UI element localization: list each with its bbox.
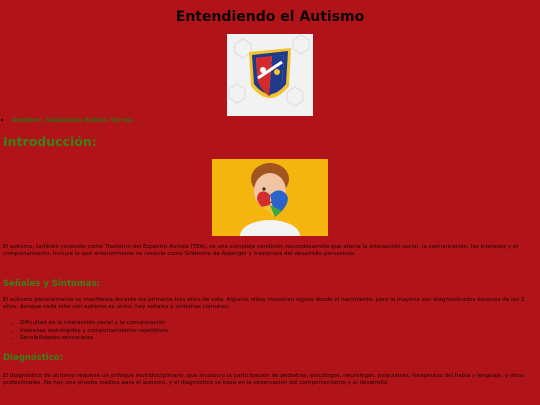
list-item: • Dificultad en la interacción social y la comunicación [20, 320, 168, 328]
intro-paragraph: El autismo, también conocido como Trastorno del Espectro Autista (TEA), es una compleja condición neurodesarrollo que afecta la interacción social, la comunicación, los intereses y el comportamiento. Incluye lo que anteriormente se conocía como Síndrome de Asperger y trastornos del desarrollo pervasivos. [3, 244, 518, 258]
diagnosis-heading: Diagnóstico: [3, 353, 63, 363]
author-name: • Nombre: Sebastián Rubén Torres [12, 116, 133, 124]
school-logo-image [227, 34, 313, 116]
author-list [0, 116, 133, 124]
page-title: Entendiendo el Autismo [175, 9, 365, 25]
list-item: • Intereses restringidos y comportamientos repetitivos [20, 328, 168, 336]
signs-heading: Señales y Síntomas: [3, 279, 100, 289]
signs-paragraph: El autismo generalmente se manifiesta durante los primeros tres años de vida. Algunos niños muestran signos desde el nacimiento, pero la mayoría son diagnosticados después de los 2 años. Aunque cada niño con autismo es único, hay señales y síntomas comunes: [3, 297, 525, 311]
child-with-puzzle-heart-icon [212, 159, 328, 236]
diagnosis-paragraph: El diagnóstico de autismo requiere un enfoque multidisciplinario, que involucra la participación de pediatras, psicólogos, neurólogos, psiquiatras, terapeutas del habla y lenguaje, y otros profesionales. No hay una prueba médica para el autismo, y el diagnóstico se basa en la observación del comportamiento y el desarrollo. [3, 373, 524, 387]
intro-heading: Introducción: [3, 134, 97, 149]
symptoms-list [0, 320, 168, 343]
school-crest-icon [227, 34, 313, 116]
list-item: • Sensibilidades sensoriales [20, 335, 168, 343]
child-photo-image [212, 159, 328, 236]
